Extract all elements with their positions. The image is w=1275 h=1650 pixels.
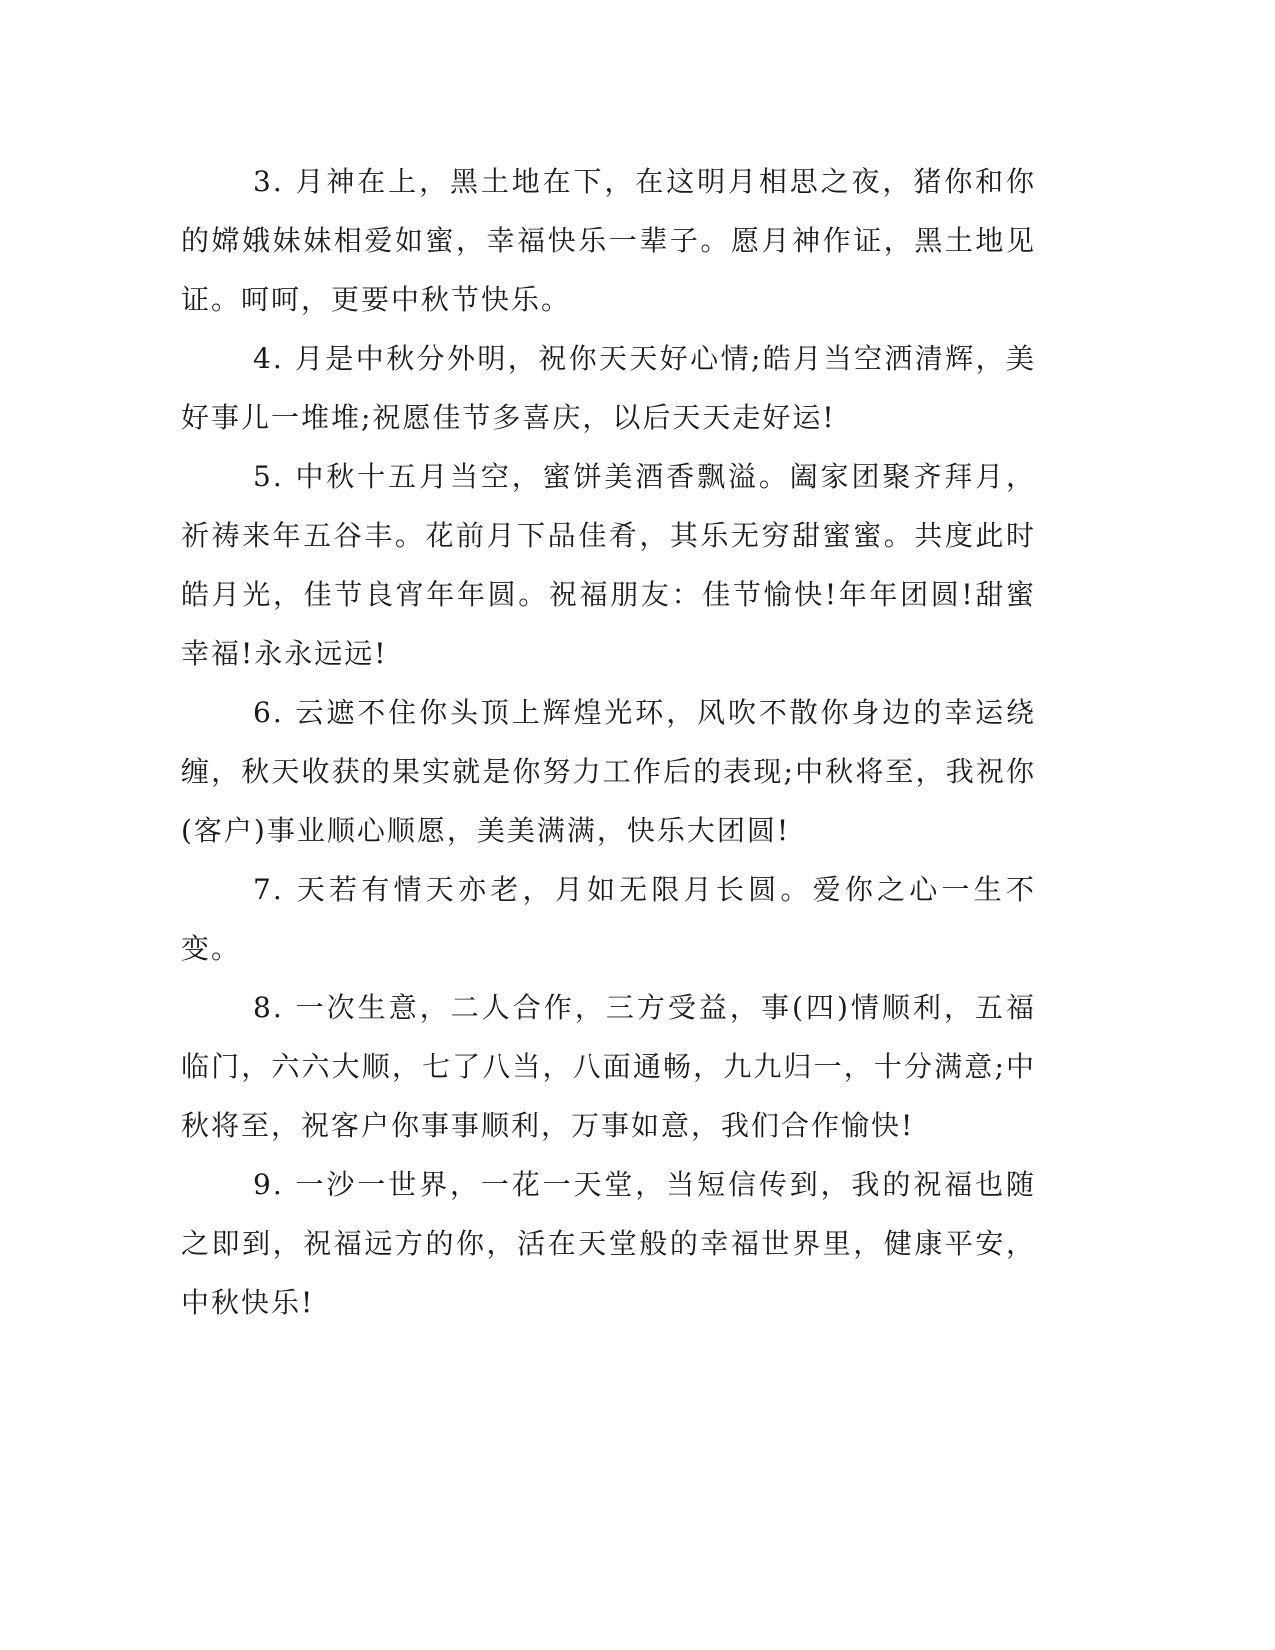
paragraph-6: 6. 云遮不住你头顶上辉煌光环，风吹不散你身边的幸运绕缠，秋天收获的果实就是你努力工作后的表现;中秋将至，我祝你(客户)事业顺心顺愿，美美满满，快乐大团圆! (181, 696, 1036, 847)
paragraph-9: 9. 一沙一世界，一花一天堂，当短信传到，我的祝福也随之即到，祝福远方的你，活在天堂般的幸福世界里，健康平安，中秋快乐! (181, 1168, 1036, 1319)
paragraph-5: 5. 中秋十五月当空，蜜饼美酒香飘溢。阖家团聚齐拜月，祈祷来年五谷丰。花前月下品佳肴，其乐无穷甜蜜蜜。共度此时皓月光，佳节良宵年年圆。祝福朋友：佳节愉快!年年团圆!甜蜜幸福!永永远远! (181, 460, 1036, 670)
document-body (181, 152, 1036, 1332)
paragraph-8: 8. 一次生意，二人合作，三方受益，事(四)情顺利，五福临门，六六大顺，七了八当，八面通畅，九九归一，十分满意;中秋将至，祝客户你事事顺利，万事如意，我们合作愉快! (181, 991, 1036, 1142)
paragraph-4: 4. 月是中秋分外明，祝你天天好心情;皓月当空洒清辉，美好事儿一堆堆;祝愿佳节多喜庆，以后天天走好运! (181, 342, 1036, 434)
paragraph-3: 3. 月神在上，黑土地在下，在这明月相思之夜，猪你和你的嫦娥妹妹相爱如蜜，幸福快乐一辈子。愿月神作证，黑土地见证。呵呵，更要中秋节快乐。 (181, 165, 1036, 316)
paragraph-7: 7. 天若有情天亦老，月如无限月长圆。爱你之心一生不变。 (181, 873, 1036, 965)
